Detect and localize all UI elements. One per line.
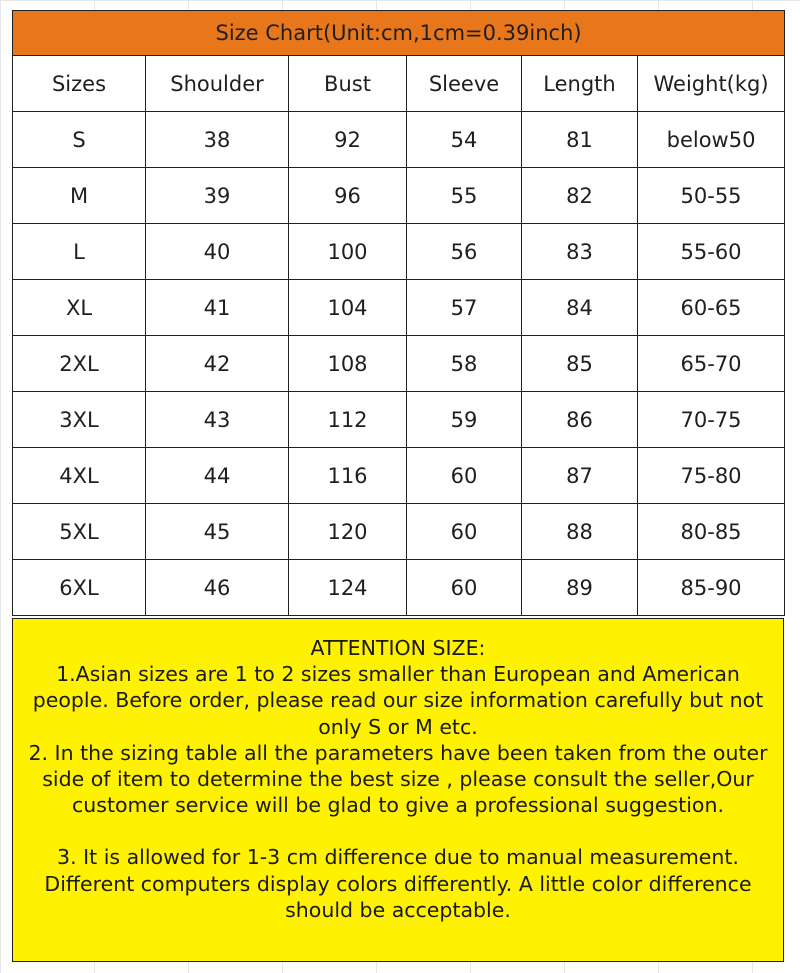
table-row — [13, 504, 785, 560]
size-chart-table — [12, 10, 785, 616]
cell-length: 88 — [522, 504, 638, 560]
cell-bust: 96 — [289, 168, 407, 224]
column-header-sleeve: Sleeve — [407, 56, 522, 112]
cell-weight: 85-90 — [638, 560, 785, 616]
cell-size: S — [13, 112, 146, 168]
cell-sleeve: 60 — [407, 448, 522, 504]
cell-sleeve: 59 — [407, 392, 522, 448]
cell-bust: 92 — [289, 112, 407, 168]
table-row — [13, 280, 785, 336]
cell-weight: 60-65 — [638, 280, 785, 336]
cell-size: 6XL — [13, 560, 146, 616]
cell-length: 83 — [522, 224, 638, 280]
cell-shoulder: 42 — [146, 336, 289, 392]
cell-bust: 100 — [289, 224, 407, 280]
cell-weight: 70-75 — [638, 392, 785, 448]
cell-shoulder: 40 — [146, 224, 289, 280]
cell-weight: 65-70 — [638, 336, 785, 392]
cell-size: L — [13, 224, 146, 280]
table-row — [13, 168, 785, 224]
cell-size: 4XL — [13, 448, 146, 504]
table-row — [13, 560, 785, 616]
cell-weight: 75-80 — [638, 448, 785, 504]
cell-length: 87 — [522, 448, 638, 504]
cell-weight: 80-85 — [638, 504, 785, 560]
attention-heading: ATTENTION SIZE: — [310, 636, 486, 660]
cell-bust: 104 — [289, 280, 407, 336]
cell-sleeve: 60 — [407, 560, 522, 616]
column-header-length: Length — [522, 56, 638, 112]
cell-size: M — [13, 168, 146, 224]
attention-note-3: 3. It is allowed for 1-3 cm difference due to manual measurement. Different computers display colors differently. A little color difference should be acceptable. — [44, 845, 752, 922]
cell-length: 89 — [522, 560, 638, 616]
cell-bust: 112 — [289, 392, 407, 448]
cell-shoulder: 39 — [146, 168, 289, 224]
cell-length: 82 — [522, 168, 638, 224]
chart-title: Size Chart(Unit:cm,1cm=0.39inch) — [13, 11, 785, 56]
cell-sleeve: 55 — [407, 168, 522, 224]
title-row — [13, 11, 785, 56]
cell-shoulder: 46 — [146, 560, 289, 616]
attention-note-1: 1.Asian sizes are 1 to 2 sizes smaller than European and American people. Before order, please read our size information carefully but not only S or M etc. — [32, 662, 764, 739]
column-header-weight: Weight(kg) — [638, 56, 785, 112]
cell-sleeve: 57 — [407, 280, 522, 336]
cell-bust: 108 — [289, 336, 407, 392]
cell-length: 86 — [522, 392, 638, 448]
attention-note-2: 2. In the sizing table all the parameters have been taken from the outer side of item to determine the best size , please consult the seller,Our customer service will be glad to give a professional suggestion. — [28, 740, 768, 818]
table-row — [13, 392, 785, 448]
cell-bust: 120 — [289, 504, 407, 560]
cell-sleeve: 54 — [407, 112, 522, 168]
cell-sleeve: 60 — [407, 504, 522, 560]
size-chart-sheet — [12, 10, 784, 962]
cell-shoulder: 45 — [146, 504, 289, 560]
cell-size: 3XL — [13, 392, 146, 448]
cell-shoulder: 44 — [146, 448, 289, 504]
cell-shoulder: 43 — [146, 392, 289, 448]
cell-bust: 116 — [289, 448, 407, 504]
cell-weight: 50-55 — [638, 168, 785, 224]
cell-size: 2XL — [13, 336, 146, 392]
attention-box — [12, 618, 784, 962]
cell-shoulder: 38 — [146, 112, 289, 168]
cell-bust: 124 — [289, 560, 407, 616]
column-header-sizes: Sizes — [13, 56, 146, 112]
table-row — [13, 336, 785, 392]
cell-size: 5XL — [13, 504, 146, 560]
header-row — [13, 56, 785, 112]
column-header-bust: Bust — [289, 56, 407, 112]
column-header-shoulder: Shoulder — [146, 56, 289, 112]
cell-shoulder: 41 — [146, 280, 289, 336]
cell-weight: below50 — [638, 112, 785, 168]
table-row — [13, 224, 785, 280]
table-row — [13, 448, 785, 504]
cell-length: 84 — [522, 280, 638, 336]
cell-size: XL — [13, 280, 146, 336]
cell-length: 85 — [522, 336, 638, 392]
table-row — [13, 112, 785, 168]
cell-length: 81 — [522, 112, 638, 168]
cell-sleeve: 58 — [407, 336, 522, 392]
cell-sleeve: 56 — [407, 224, 522, 280]
cell-weight: 55-60 — [638, 224, 785, 280]
